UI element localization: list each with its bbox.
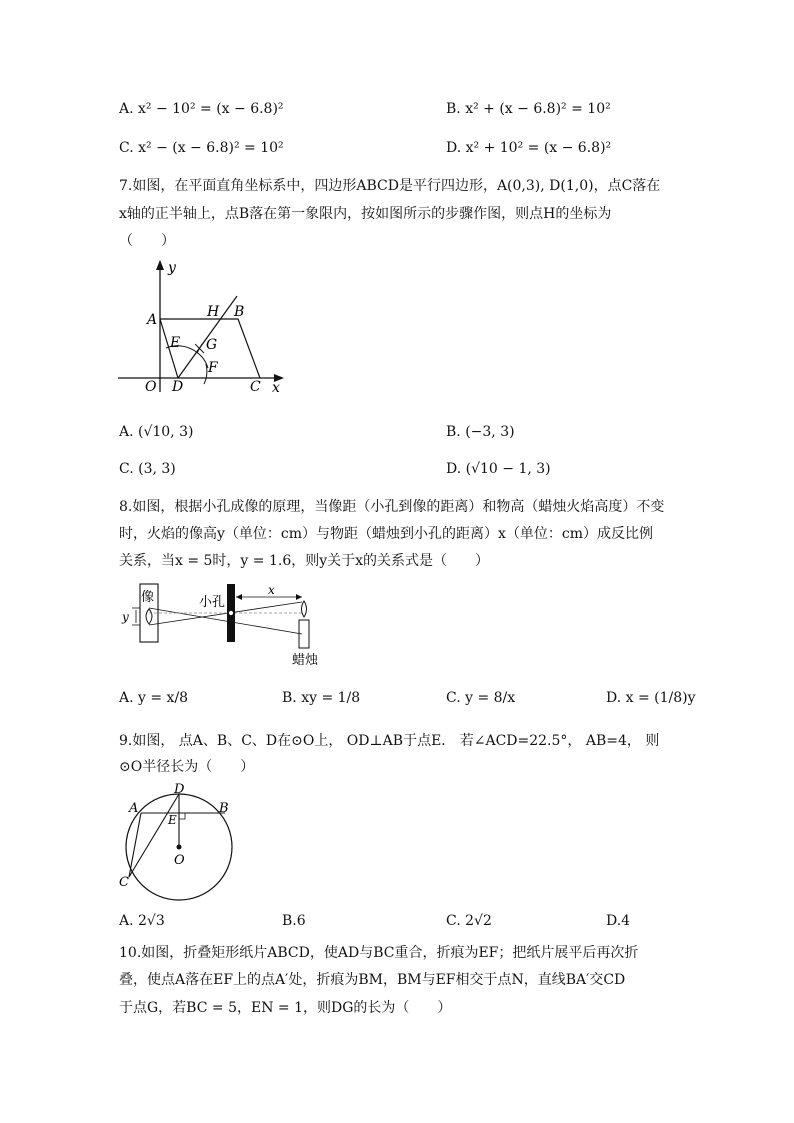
q8-stem-line3: 关系，当x = 5时，y = 1.6，则y关于x的关系式是（ ） <box>119 553 490 569</box>
label-o: O <box>145 379 157 395</box>
q7-figure <box>110 252 300 400</box>
label-g: G <box>206 337 218 353</box>
y-axis-arrow <box>156 260 164 270</box>
label-c: C <box>250 379 261 395</box>
flame-image <box>146 609 152 624</box>
label-y: y <box>122 610 129 624</box>
label-image: 像 <box>141 590 155 605</box>
center-point <box>177 845 182 850</box>
q7-option-d[interactable]: D. (√10 − 1, 3) <box>446 461 551 477</box>
q7-stem-line2: x轴的正半轴上，点B落在第一象限内，按如图所示的步骤作图，则点H的坐标为 <box>119 206 612 222</box>
label-d: D <box>172 379 184 395</box>
q8-option-d[interactable]: D. x = (1/8)y <box>606 690 696 706</box>
label-y: y <box>168 260 176 276</box>
q9-option-d[interactable]: D.4 <box>606 913 631 929</box>
q9-figure <box>115 780 245 906</box>
q7-option-a[interactable]: A. (√10, 3) <box>119 424 194 440</box>
q8-option-b[interactable]: B. xy = 1/8 <box>282 690 361 706</box>
q8-figure <box>118 580 338 672</box>
label-a: A <box>147 312 158 328</box>
q9-option-c[interactable]: C. 2√2 <box>446 913 492 929</box>
label-b: B <box>234 304 245 320</box>
label-e: E <box>170 335 181 351</box>
q9-option-a[interactable]: A. 2√3 <box>119 913 165 929</box>
q8-option-c[interactable]: C. y = 8/x <box>446 690 516 706</box>
label-h: H <box>207 304 220 320</box>
label-x: x <box>268 583 275 597</box>
q10-stem-line2: 叠，使点A落在EF上的点A′处，折痕为BM，BM与EF相交于点N，直线BA′交CD <box>119 972 626 988</box>
label-d: D <box>174 782 185 797</box>
q9-stem-line1: 9.如图， 点A、B、C、D在⊙O上， OD⊥AB于点E． 若∠ACD=22.5°， AB=4， 则 <box>119 733 660 749</box>
ray-lower <box>149 602 302 625</box>
q8-stem-line2: 时，火焰的像高y（单位：cm）与物距（蜡烛到小孔的距离）x（单位：cm）成反比例 <box>119 526 654 542</box>
q9-option-b[interactable]: B.6 <box>282 913 306 929</box>
q7-option-b[interactable]: B. (−3, 3) <box>446 424 515 440</box>
label-c: C <box>119 875 129 890</box>
label-b: B <box>219 801 229 816</box>
label-hole: 小孔 <box>199 595 226 610</box>
q6-option-d[interactable]: D. x² + 10² = (x − 6.8)² <box>446 140 612 156</box>
construction-arc-f <box>204 364 207 384</box>
q10-stem-line3: 于点G，若BC = 5，EN = 1，则DG的长为（ ） <box>119 1000 452 1016</box>
ray-upper <box>149 608 302 634</box>
q6-option-a[interactable]: A. x² − 10² = (x − 6.8)² <box>119 101 284 117</box>
q7-option-c[interactable]: C. (3, 3) <box>119 461 176 477</box>
q9-stem-line2: ⊙O半径长为（ ） <box>119 759 255 775</box>
q8-stem-line1: 8.如图，根据小孔成像的原理，当像距（小孔到像的距离）和物高（蜡烛火焰高度）不变 <box>119 499 665 515</box>
label-f: F <box>208 360 218 376</box>
q6-option-c[interactable]: C. x² − (x − 6.8)² = 10² <box>119 140 284 156</box>
q8-option-a[interactable]: A. y = x/8 <box>119 690 189 706</box>
q10-stem-line1: 10.如图，折叠矩形纸片ABCD，使AD与BC重合，折痕为EF；把纸片展平后再次折 <box>119 945 639 961</box>
label-e: E <box>168 813 177 827</box>
label-candle: 蜡烛 <box>292 653 319 668</box>
q7-stem-line3: （ ） <box>119 233 175 249</box>
label-a: A <box>129 801 139 816</box>
pinhole <box>229 611 234 616</box>
label-x: x <box>272 380 280 396</box>
q7-stem-line1: 7.如图，在平面直角坐标系中，四边形ABCD是平行四边形，A(0,3), D(1,0)，点C落在 <box>119 178 661 194</box>
candle-flame <box>302 601 307 617</box>
label-o: O <box>174 853 185 868</box>
q6-option-b[interactable]: B. x² + (x − 6.8)² = 10² <box>446 101 611 117</box>
right-angle-mark <box>179 813 185 819</box>
